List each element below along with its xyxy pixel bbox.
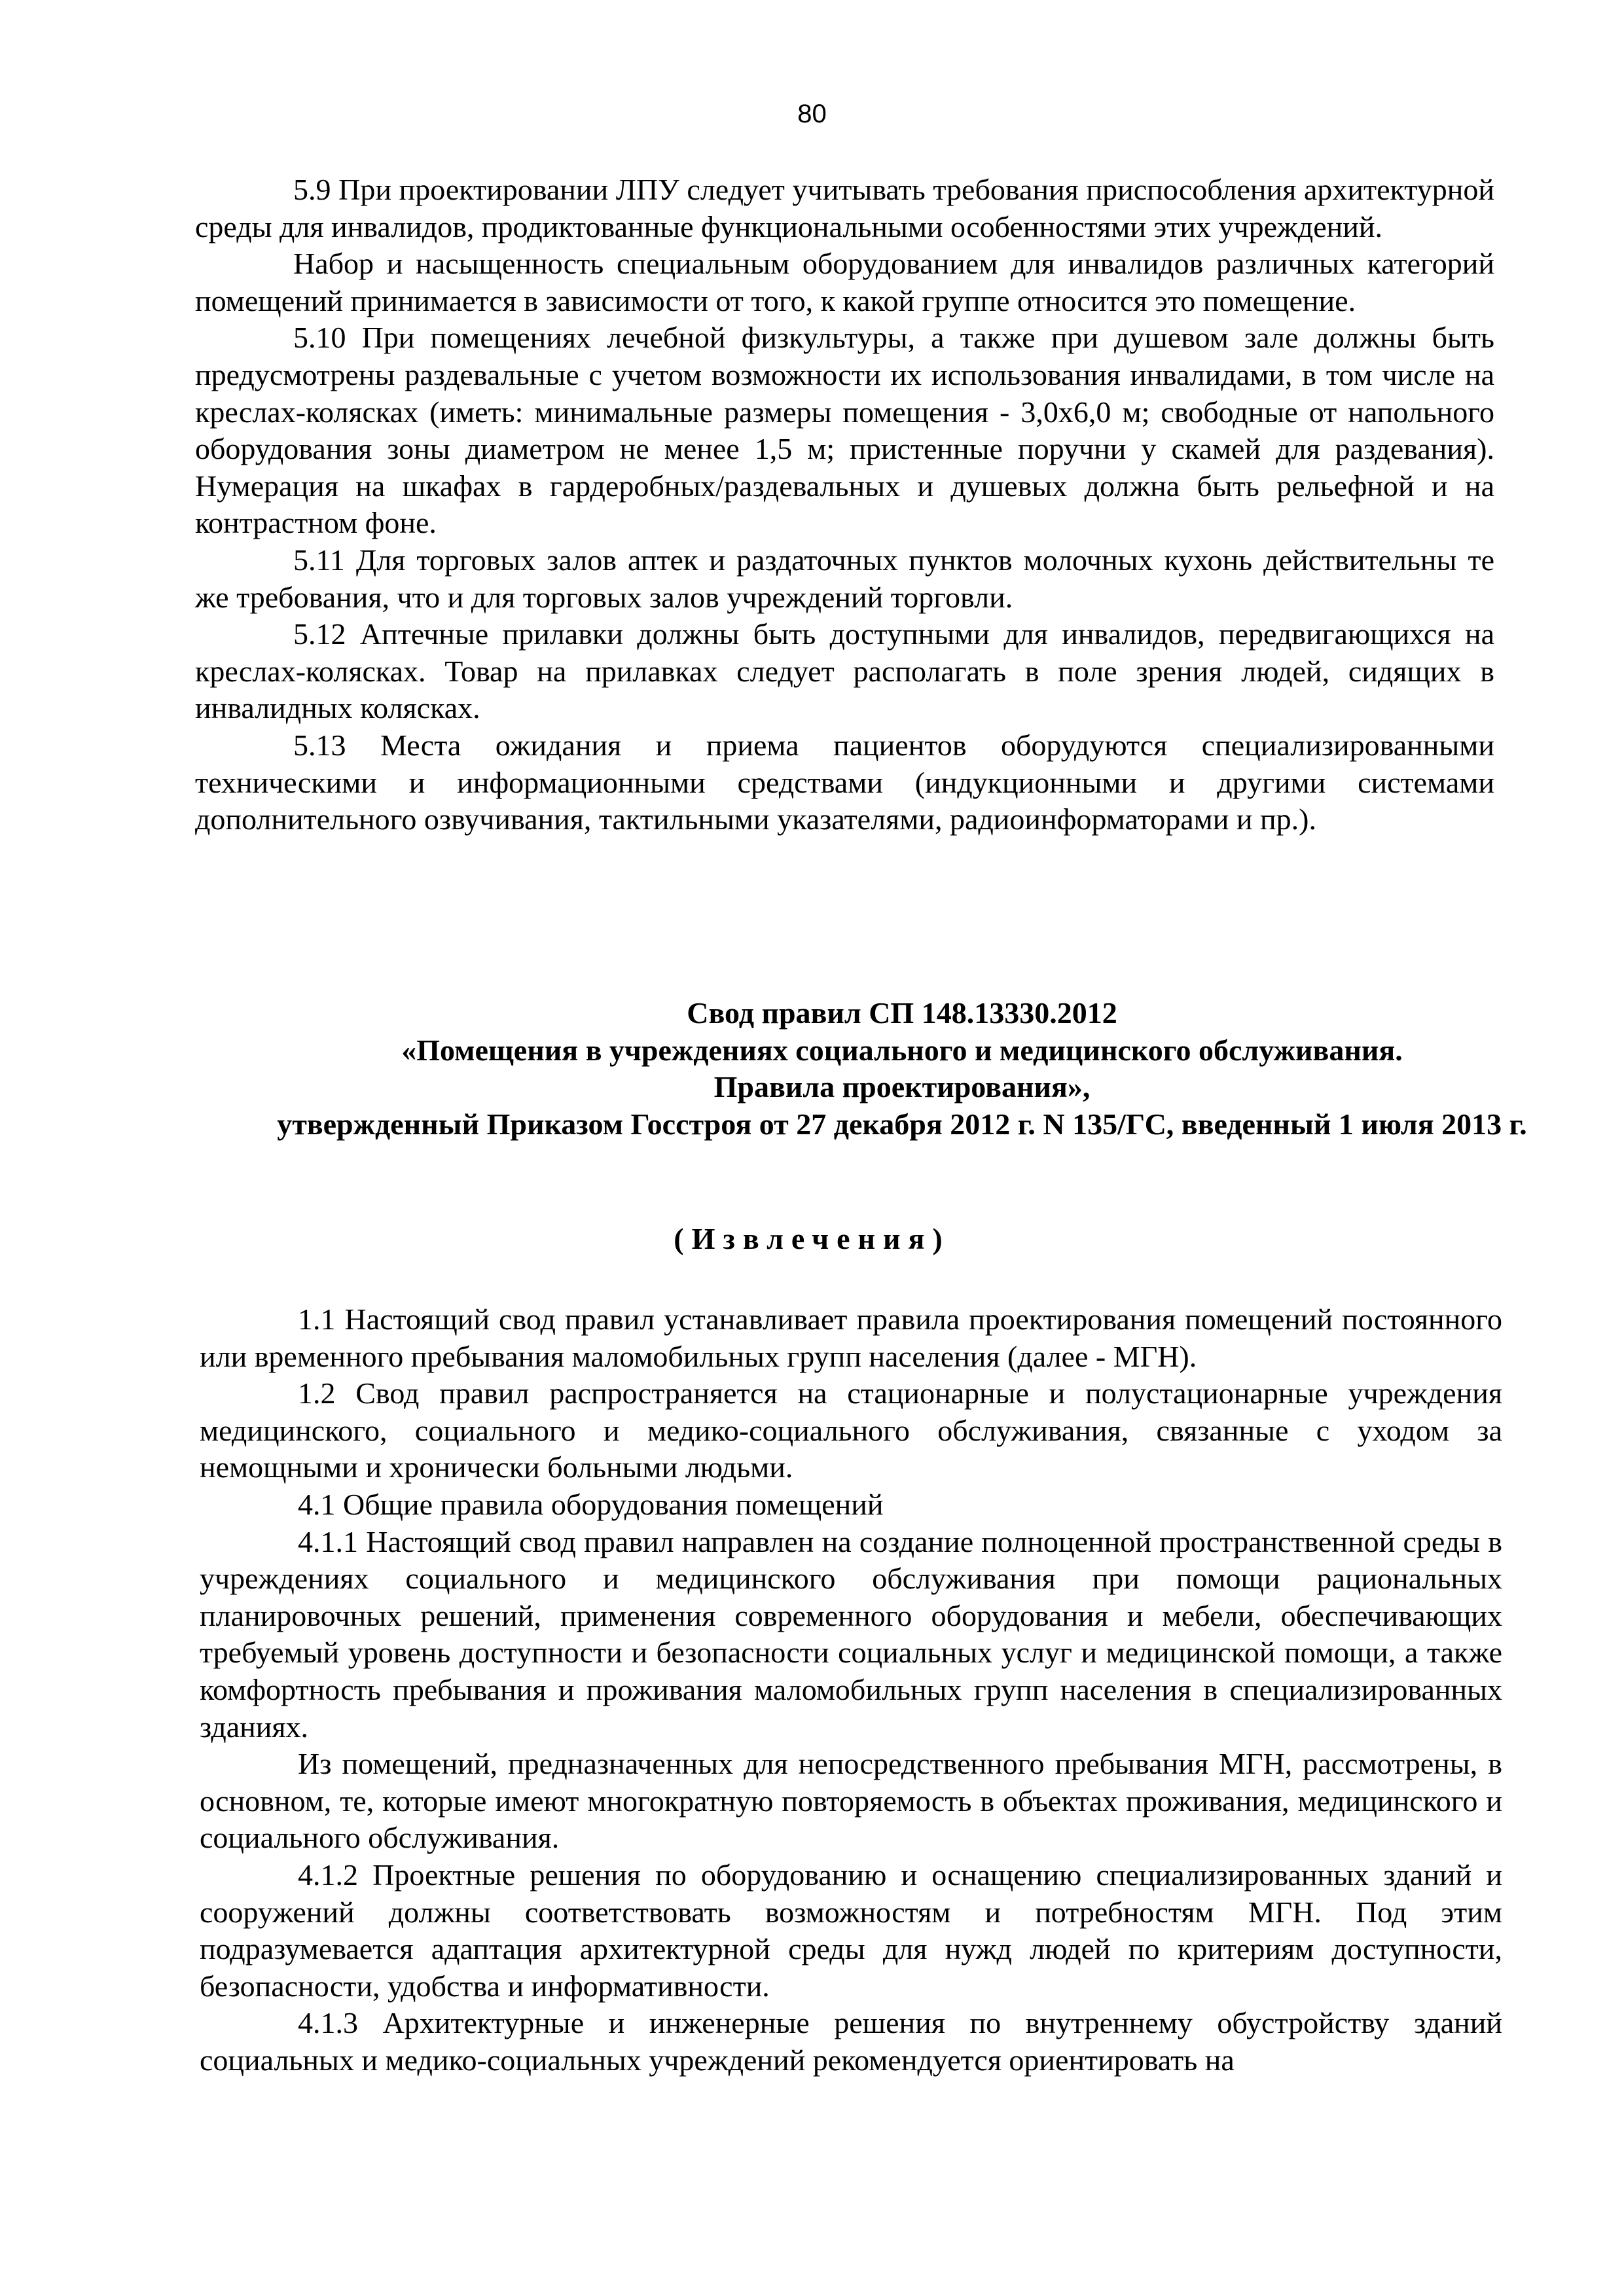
paragraph-5-9: 5.9 При проектировании ЛПУ следует учитывать требования приспособления архитектурной среды для инвалидов, продиктованные функциональными особенностями этих учреждений.	[195, 173, 1494, 243]
heading-title: «Помещения в учреждениях социального и медицинского обслуживания.	[401, 1033, 1403, 1067]
paragraph-4-1-2: 4.1.2 Проектные решения по оборудованию и оснащению специализированных зданий и сооружений должны соответствовать возможностям и потребностям МГН. Под этим подразумевается адаптация архитектурной среды для нужд людей по критериям доступности, безопасности, удобства и информативности.	[200, 1857, 1502, 2003]
paragraph-premises: Из помещений, предназначенных для непосредственного пребывания МГН, рассмотрены, в основном, те, которые имеют многократную повторяемость в объектах проживания, медицинского и социального обслуживания.	[200, 1747, 1502, 1855]
paragraph-4-1: 4.1 Общие правила оборудования помещений	[298, 1487, 884, 1521]
paragraph-5-13: 5.13 Места ожидания и приема пациентов оборудуются специализированными техническими и информационными средствами (индукционными и другими системами дополнительного озвучивания, тактильными указателями, радиоинформаторами и пр.).	[195, 728, 1494, 836]
paragraph-1-1: 1.1 Настоящий свод правил устанавливает правила проектирования помещений постоянного или временного пребывания маломобильных групп населения (далее - МГН).	[200, 1302, 1502, 1373]
paragraph-4-1-1: 4.1.1 Настоящий свод правил направлен на создание полноценной пространственной среды в учреждениях социального и медицинского обслуживания при помощи рациональных планировочных решений, применения современного оборудования и мебели, обеспечивающих требуемый уровень доступности и безопасности социальных услуг и медицинской помощи, а также комфортность пребывания и проживания маломобильных групп населения в специализированных зданиях.	[200, 1524, 1502, 1744]
paragraph-5-12: 5.12 Аптечные прилавки должны быть доступными для инвалидов, передвигающихся на креслах-колясках. Товар на прилавках следует располагать в поле зрения людей, сидящих в инвалидных колясках.	[195, 617, 1494, 725]
page-number: 80	[797, 99, 827, 128]
paragraph-equipment: Набор и насыщенность специальным оборудованием для инвалидов различных категорий помещений принимается в зависимости от того, к какой группе относится это помещение.	[195, 247, 1494, 317]
document-heading	[274, 995, 1530, 1143]
paragraph-1-2: 1.2 Свод правил распространяется на стационарные и полустационарные учреждения медицинского, социального и медико-социального обслуживания, связанные с уходом за немощными и хронически больными людьми.	[200, 1376, 1502, 1484]
heading-subtitle: Правила проектирования»,	[713, 1070, 1091, 1104]
bottom-section	[200, 1301, 1502, 2079]
extract-label: (Извлечения)	[674, 1222, 950, 1255]
paragraph-5-10: 5.10 При помещениях лечебной физкультуры, а также при душевом зале должны быть предусмотрены раздевальные с учетом возможности их использования инвалидами, в том числе на креслах-колясках (иметь: минимальные размеры помещения - 3,0х6,0 м; свободные от напольного оборудования зоны диаметром не менее 1,5 м; пристенные поручни у скамей для раздевания). Нумерация на шкафах в гардеробных/раздевальных и душевых должна быть рельефной и на контрастном фоне.	[195, 321, 1494, 540]
paragraph-4-1-3: 4.1.3 Архитектурные и инженерные решения по внутреннему обустройству зданий социальных и медико-социальных учреждений рекомендуется ориентировать на	[200, 2006, 1502, 2077]
paragraph-5-11: 5.11 Для торговых залов аптек и раздаточных пунктов молочных кухонь действительны те же требования, что и для торговых залов учреждений торговли.	[195, 543, 1494, 614]
heading-approval: утвержденный Приказом Госстроя от 27 декабря 2012 г. N 135/ГС, введенный 1 июля 2013 г.	[277, 1107, 1527, 1141]
top-section	[195, 171, 1494, 838]
heading-code: Свод правил СП 148.13330.2012	[687, 996, 1117, 1030]
